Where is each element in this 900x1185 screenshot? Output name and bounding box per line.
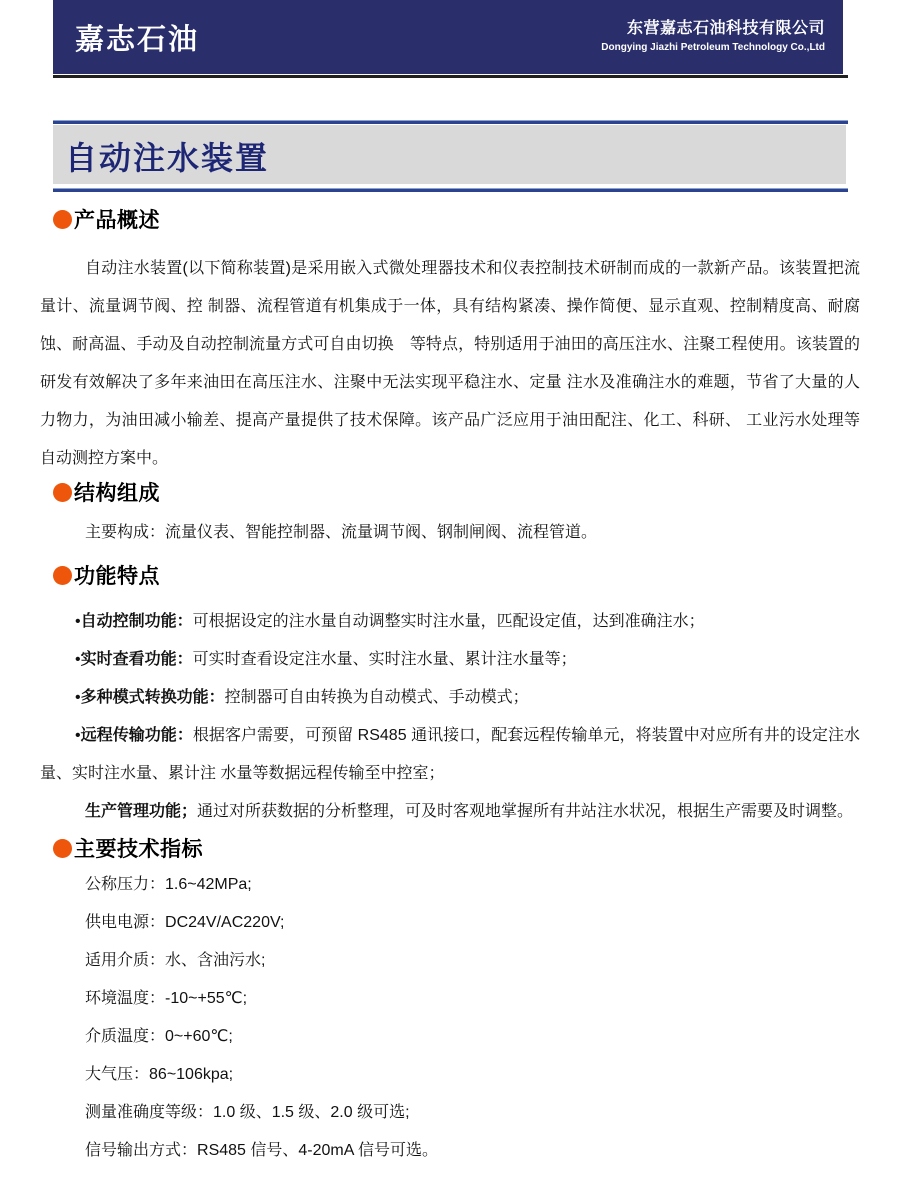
spec-label: 大气压： xyxy=(85,1066,150,1083)
section-title-features: 功能特点 xyxy=(74,565,160,588)
title-top-divider xyxy=(53,120,848,124)
dot-bullet-icon: • xyxy=(75,689,81,706)
spec-row-accuracy-class xyxy=(40,1094,860,1132)
feature-item-mode-switch xyxy=(40,679,860,717)
feature-label: 自动控制功能： xyxy=(80,613,193,630)
spec-row-ambient-temp xyxy=(40,980,860,1018)
spec-label: 介质温度： xyxy=(85,1028,166,1045)
document-content xyxy=(40,192,860,1170)
feature-text: 可根据设定的注水量自动调整实时注水量，匹配设定值，达到准确注水； xyxy=(192,613,705,630)
feature-item-remote-transfer xyxy=(40,717,860,793)
spec-label: 公称压力： xyxy=(85,876,166,893)
feature-text: 根据客户需要，可预留 RS485 通讯接口，配套远程传输单元，将装置中对应所有井的设定注水量、实时注水量、累计注 水量等数据远程传输至中控室； xyxy=(40,727,860,782)
spec-value: -10~+55℃; xyxy=(165,990,248,1007)
spec-value: 86~106kpa; xyxy=(149,1066,234,1083)
overview-paragraph: 自动注水装置(以下简称装置)是采用嵌入式微处理器技术和仪表控制技术研制而成的一款新产品。该装置把流量计、流量调节阀、控 制器、流程管道有机集成于一体，具有结构紧凑、操作简便、显示直观、控制精度高、耐腐蚀、耐高温、手动及自动控制流量方式可自由切换 等特点，特别适用于油田的高压注水、注聚工程使用。该装置的研发有效解决了多年来油田在高压注水、注聚中无法实现平稳注水、定量 注水及准确注水的难题，节省了大量的人力物力，为油田减小输差、提高产量提供了技术保障。该产品广泛应用于油田配注、化工、科研、 工业污水处理等自动测控方案中。 xyxy=(40,260,860,467)
spec-label: 测量准确度等级： xyxy=(85,1104,214,1121)
page-title: 自动注水装置 xyxy=(65,139,270,176)
spec-row-atmospheric-pressure xyxy=(40,1056,860,1094)
section-heading-structure xyxy=(40,478,860,506)
feature-item-realtime-view xyxy=(40,641,860,679)
dot-bullet-icon: • xyxy=(75,727,81,744)
company-logo: 嘉志石油 xyxy=(75,23,200,56)
spec-row-medium-temp xyxy=(40,1018,860,1056)
feature-label: 实时查看功能： xyxy=(80,651,193,668)
section-title-specs: 主要技术指标 xyxy=(74,838,203,861)
section-heading-features xyxy=(40,561,860,589)
feature-label: 生产管理功能； xyxy=(85,803,198,820)
section-title-overview: 产品概述 xyxy=(74,209,160,232)
orange-bullet-icon xyxy=(53,839,72,858)
section-heading-overview xyxy=(40,205,860,233)
orange-bullet-icon xyxy=(53,483,72,502)
spec-row-pressure xyxy=(40,866,860,904)
spec-label: 适用介质： xyxy=(85,952,166,969)
spec-value: 1.6~42MPa; xyxy=(165,876,252,893)
spec-row-power xyxy=(40,904,860,942)
spec-row-signal-output xyxy=(40,1132,860,1170)
dot-bullet-icon: • xyxy=(75,613,81,630)
feature-item-production-management xyxy=(40,793,860,831)
product-title-bar xyxy=(53,125,846,184)
company-name-en: Dongying Jiazhi Petroleum Technology Co.,Ltd xyxy=(601,42,825,54)
spec-value: DC24V/AC220V; xyxy=(165,914,285,931)
spec-label: 环境温度： xyxy=(85,990,166,1007)
section-title-structure: 结构组成 xyxy=(74,482,160,505)
orange-bullet-icon xyxy=(53,210,72,229)
feature-list xyxy=(40,603,860,831)
company-name-cn: 东营嘉志石油科技有限公司 xyxy=(626,20,825,38)
feature-text: 控制器可自由转换为自动模式、手动模式； xyxy=(224,689,529,706)
feature-label: 远程传输功能： xyxy=(80,727,193,744)
spec-value: 1.0 级、1.5 级、2.0 级可选; xyxy=(213,1104,410,1121)
spec-list xyxy=(40,866,860,1170)
spec-label: 供电电源： xyxy=(85,914,166,931)
orange-bullet-icon xyxy=(53,566,72,585)
spec-value: 0~+60℃; xyxy=(165,1028,233,1045)
company-name-block xyxy=(601,19,825,55)
brand-header xyxy=(53,0,843,74)
structure-composition-line: 主要构成：流量仪表、智能控制器、流量调节阀、钢制闸阀、流程管道。 xyxy=(85,524,598,541)
spec-value: RS485 信号、4-20mA 信号可选。 xyxy=(197,1142,438,1159)
feature-text: 通过对所获数据的分析整理，可及时客观地掌握所有井站注水状况，根据生产需要及时调整。 xyxy=(197,803,854,820)
feature-label: 多种模式转换功能： xyxy=(80,689,225,706)
section-heading-specs xyxy=(40,834,860,862)
spec-value: 水、含油污水; xyxy=(165,952,266,969)
feature-text: 可实时查看设定注水量、实时注水量、累计注水量等； xyxy=(192,651,577,668)
feature-item-auto-control xyxy=(40,603,860,641)
spec-row-medium xyxy=(40,942,860,980)
spec-label: 信号输出方式： xyxy=(85,1142,198,1159)
dot-bullet-icon: • xyxy=(75,651,81,668)
header-divider xyxy=(53,75,848,78)
